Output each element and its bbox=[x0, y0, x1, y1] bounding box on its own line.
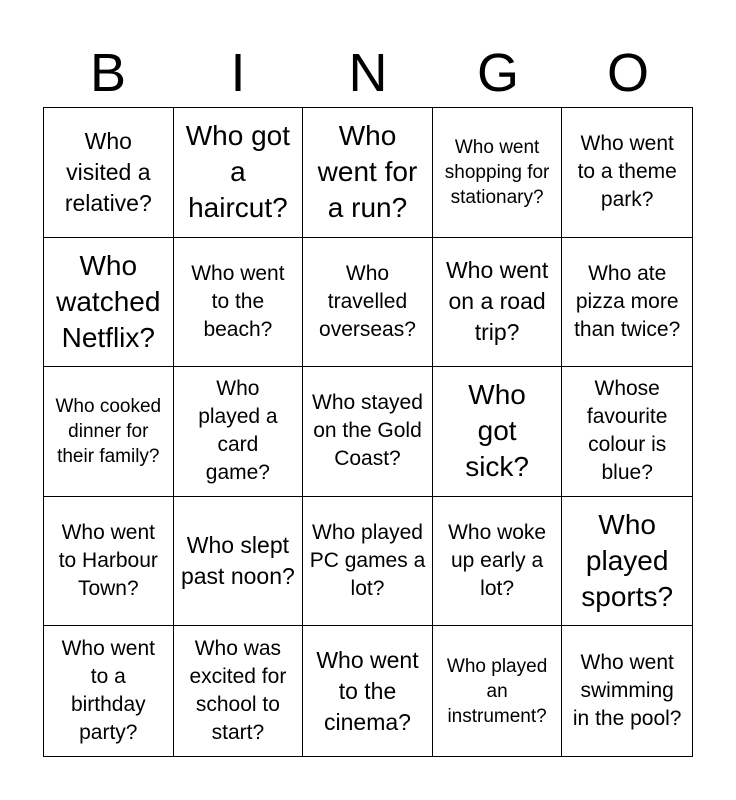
cell-text: Who played sports? bbox=[581, 509, 674, 613]
header-letter-n: N bbox=[348, 43, 388, 103]
bingo-cell[interactable] bbox=[44, 497, 174, 627]
cell-text: Who woke up early a lot? bbox=[448, 521, 547, 601]
bingo-cell[interactable] bbox=[433, 238, 563, 368]
cell-text: Who stayed on the Gold Coast? bbox=[312, 391, 423, 471]
cell-text: Whose favourite colour is blue? bbox=[586, 377, 668, 485]
cell-text: Who went to a theme park? bbox=[577, 132, 677, 212]
bingo-cell[interactable] bbox=[303, 626, 433, 756]
cell-text: Who played PC games a lot? bbox=[309, 521, 426, 601]
bingo-card-grid bbox=[43, 107, 693, 757]
bingo-cell[interactable] bbox=[562, 238, 692, 368]
bingo-cell[interactable] bbox=[303, 497, 433, 627]
bingo-cell[interactable] bbox=[174, 497, 304, 627]
cell-text: Who went swimming in the pool? bbox=[572, 651, 682, 731]
bingo-header bbox=[43, 38, 693, 108]
cell-text: Who got a haircut? bbox=[185, 120, 291, 224]
header-letter-o: O bbox=[606, 43, 649, 103]
bingo-cell[interactable] bbox=[433, 367, 563, 497]
bingo-cell[interactable] bbox=[433, 626, 563, 756]
cell-text: Who ate pizza more than twice? bbox=[574, 261, 681, 341]
header-letter-i: I bbox=[230, 43, 246, 103]
bingo-cell[interactable] bbox=[303, 367, 433, 497]
bingo-cell[interactable] bbox=[174, 367, 304, 497]
bingo-cell[interactable] bbox=[433, 108, 563, 238]
cell-text: Who went on a road trip? bbox=[445, 257, 549, 346]
bingo-cell[interactable] bbox=[303, 238, 433, 368]
bingo-cell[interactable] bbox=[303, 108, 433, 238]
bingo-cell[interactable] bbox=[174, 108, 304, 238]
header-letter-b: B bbox=[89, 43, 127, 103]
header-letter-g: G bbox=[476, 43, 519, 103]
cell-text: Who slept past noon? bbox=[180, 532, 295, 590]
cell-text: Who got sick? bbox=[465, 379, 529, 483]
cell-text: Who was excited for school to start? bbox=[189, 637, 287, 745]
bingo-cell[interactable] bbox=[44, 238, 174, 368]
cell-text: Who went to a birthday party? bbox=[61, 637, 155, 745]
cell-text: Who watched Netflix? bbox=[56, 249, 161, 353]
cell-text: Who went to the cinema? bbox=[316, 646, 419, 735]
bingo-cell[interactable] bbox=[562, 367, 692, 497]
bingo-cell[interactable] bbox=[174, 238, 304, 368]
bingo-cell[interactable] bbox=[44, 626, 174, 756]
cell-text: Who cooked dinner for their family? bbox=[55, 395, 162, 467]
bingo-cell[interactable] bbox=[562, 497, 692, 627]
cell-text: Who went for a run? bbox=[317, 120, 418, 224]
cell-text: Who visited a relative? bbox=[64, 127, 152, 216]
cell-text: Who played a card game? bbox=[198, 377, 278, 485]
bingo-cell[interactable] bbox=[562, 626, 692, 756]
cell-text: Who went to the beach? bbox=[191, 261, 285, 341]
cell-text: Who went shopping for stationary? bbox=[444, 136, 550, 208]
cell-text: Who travelled overseas? bbox=[319, 261, 416, 341]
bingo-cell[interactable] bbox=[562, 108, 692, 238]
cell-text: Who played an instrument? bbox=[446, 655, 548, 727]
bingo-cell[interactable] bbox=[174, 626, 304, 756]
bingo-cell[interactable] bbox=[44, 367, 174, 497]
bingo-cell[interactable] bbox=[44, 108, 174, 238]
bingo-cell[interactable] bbox=[433, 497, 563, 627]
cell-text: Who went to Harbour Town? bbox=[58, 521, 158, 601]
